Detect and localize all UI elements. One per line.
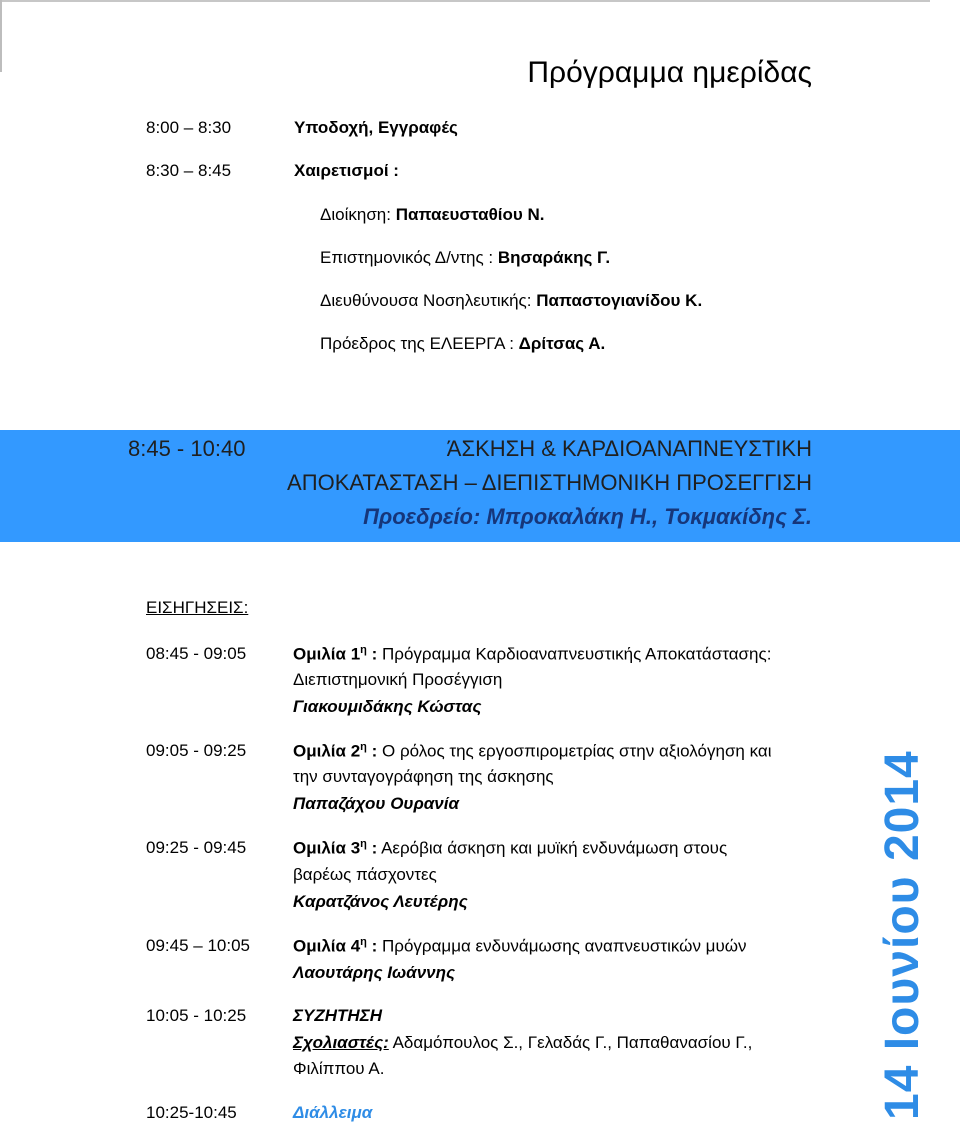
page-title: Πρόγραμμα ημερίδας bbox=[527, 56, 812, 89]
row-description: Χαιρετισμοί : bbox=[294, 161, 399, 180]
talk-title-cont: Διεπιστημονική Προσέγγιση bbox=[293, 670, 503, 689]
greeting-name: Παπαευσταθίου Ν. bbox=[395, 205, 545, 224]
talk-label-sup: η bbox=[360, 741, 367, 753]
talk-label: Ομιλία 3 bbox=[293, 838, 361, 858]
talk-time: 09:05 - 09:25 bbox=[146, 741, 247, 760]
talk-title-cont: την συνταγογράφηση της άσκησης bbox=[293, 767, 554, 786]
talk-label: Ομιλία 4 bbox=[293, 936, 361, 956]
talk-speaker: Παπαζάχου Ουρανία bbox=[293, 794, 460, 813]
commentators-names: Αδαμόπουλος Σ., Γελαδάς Γ., Παπαθανασίου Γ., bbox=[388, 1033, 753, 1052]
side-date: 14 Ιουνίου 2014 bbox=[876, 750, 929, 1120]
talk-label-colon: : bbox=[366, 838, 378, 858]
session-title-line2: ΑΠΟΚΑΤΑΣΤΑΣΗ – ΔΙΕΠΙΣΤΗΜΟΝΙΚΗ ΠΡΟΣΕΓΓΙΣΗ bbox=[287, 470, 812, 495]
greeting-role: Διευθύνουσα Νοσηλευτικής: bbox=[320, 291, 537, 310]
talk-title-cont: βαρέως πάσχοντες bbox=[293, 865, 437, 884]
talk-title bbox=[293, 644, 771, 665]
greeting-role: Διοίκηση: bbox=[320, 205, 396, 224]
discussion-label: ΣΥΖΗΤΗΣΗ bbox=[293, 1006, 383, 1025]
talk-label-colon: : bbox=[366, 936, 378, 956]
row-time: 8:00 – 8:30 bbox=[146, 118, 232, 137]
break-label: Διάλλειμα bbox=[293, 1103, 373, 1122]
top-rule bbox=[0, 0, 930, 2]
break-time: 10:25-10:45 bbox=[146, 1103, 237, 1122]
greeting-item bbox=[320, 205, 545, 225]
commentators-label: Σχολιαστές: bbox=[293, 1033, 389, 1052]
greeting-name: Βησαράκης Γ. bbox=[497, 248, 611, 267]
talk-time: 09:25 - 09:45 bbox=[146, 838, 247, 857]
talks-heading: ΕΙΣΗΓΗΣΕΙΣ: bbox=[146, 598, 249, 617]
talk-label: Ομιλία 1 bbox=[293, 644, 361, 664]
greeting-item bbox=[320, 291, 702, 311]
greeting-name: Δρίτσας Α. bbox=[518, 334, 606, 353]
talk-title-text: Πρόγραμμα ενδυνάμωσης αναπνευστικών μυών bbox=[377, 936, 747, 956]
talk-title-text: Ο ρόλος της εργοσπιρομετρίας στην αξιολόγηση και bbox=[377, 741, 772, 761]
talk-title-text: Αερόβια άσκηση και μυϊκή ενδυνάμωση στους bbox=[377, 838, 728, 858]
session-banner bbox=[0, 430, 960, 542]
commentators bbox=[293, 1033, 752, 1053]
talk-title bbox=[293, 936, 747, 957]
greeting-item bbox=[320, 248, 610, 268]
greeting-role: Πρόεδρος της ΕΛΕΕΡΓΑ : bbox=[320, 334, 519, 353]
greeting-item bbox=[320, 334, 605, 354]
talk-speaker: Γιακουμιδάκης Κώστας bbox=[293, 697, 482, 716]
talk-time: 08:45 - 09:05 bbox=[146, 644, 247, 663]
talk-title bbox=[293, 838, 727, 859]
talk-title-text: Πρόγραμμα Καρδιοαναπνευστικής Αποκατάστασης: bbox=[377, 644, 772, 664]
commentators-cont: Φιλίππου Α. bbox=[293, 1059, 385, 1078]
talk-title bbox=[293, 741, 772, 762]
greeting-name: Παπαστογιανίδου Κ. bbox=[536, 291, 703, 310]
talk-speaker: Καρατζάνος Λευτέρης bbox=[293, 892, 468, 911]
talk-label: Ομιλία 2 bbox=[293, 741, 361, 761]
talk-label-sup: η bbox=[360, 838, 367, 850]
row-description: Υποδοχή, Εγγραφές bbox=[294, 118, 458, 137]
discussion-time: 10:05 - 10:25 bbox=[146, 1006, 247, 1025]
greeting-role: Επιστημονικός Δ/ντης : bbox=[320, 248, 498, 267]
row-time: 8:30 – 8:45 bbox=[146, 161, 232, 180]
talk-label-colon: : bbox=[366, 644, 378, 664]
session-time: 8:45 - 10:40 bbox=[128, 436, 246, 461]
talk-time: 09:45 – 10:05 bbox=[146, 936, 250, 955]
session-chairs: Προεδρείο: Μπροκαλάκη Η., Τοκμακίδης Σ. bbox=[363, 504, 812, 529]
talk-label-sup: η bbox=[360, 644, 367, 656]
session-title-line1: ΆΣΚΗΣΗ & ΚΑΡΔΙΟΑΝΑΠΝΕΥΣΤΙΚΗ bbox=[446, 436, 812, 461]
talk-label-colon: : bbox=[366, 741, 378, 761]
talk-speaker: Λαουτάρης Ιωάννης bbox=[293, 963, 456, 982]
talk-label-sup: η bbox=[360, 936, 367, 948]
left-rule bbox=[0, 0, 2, 72]
